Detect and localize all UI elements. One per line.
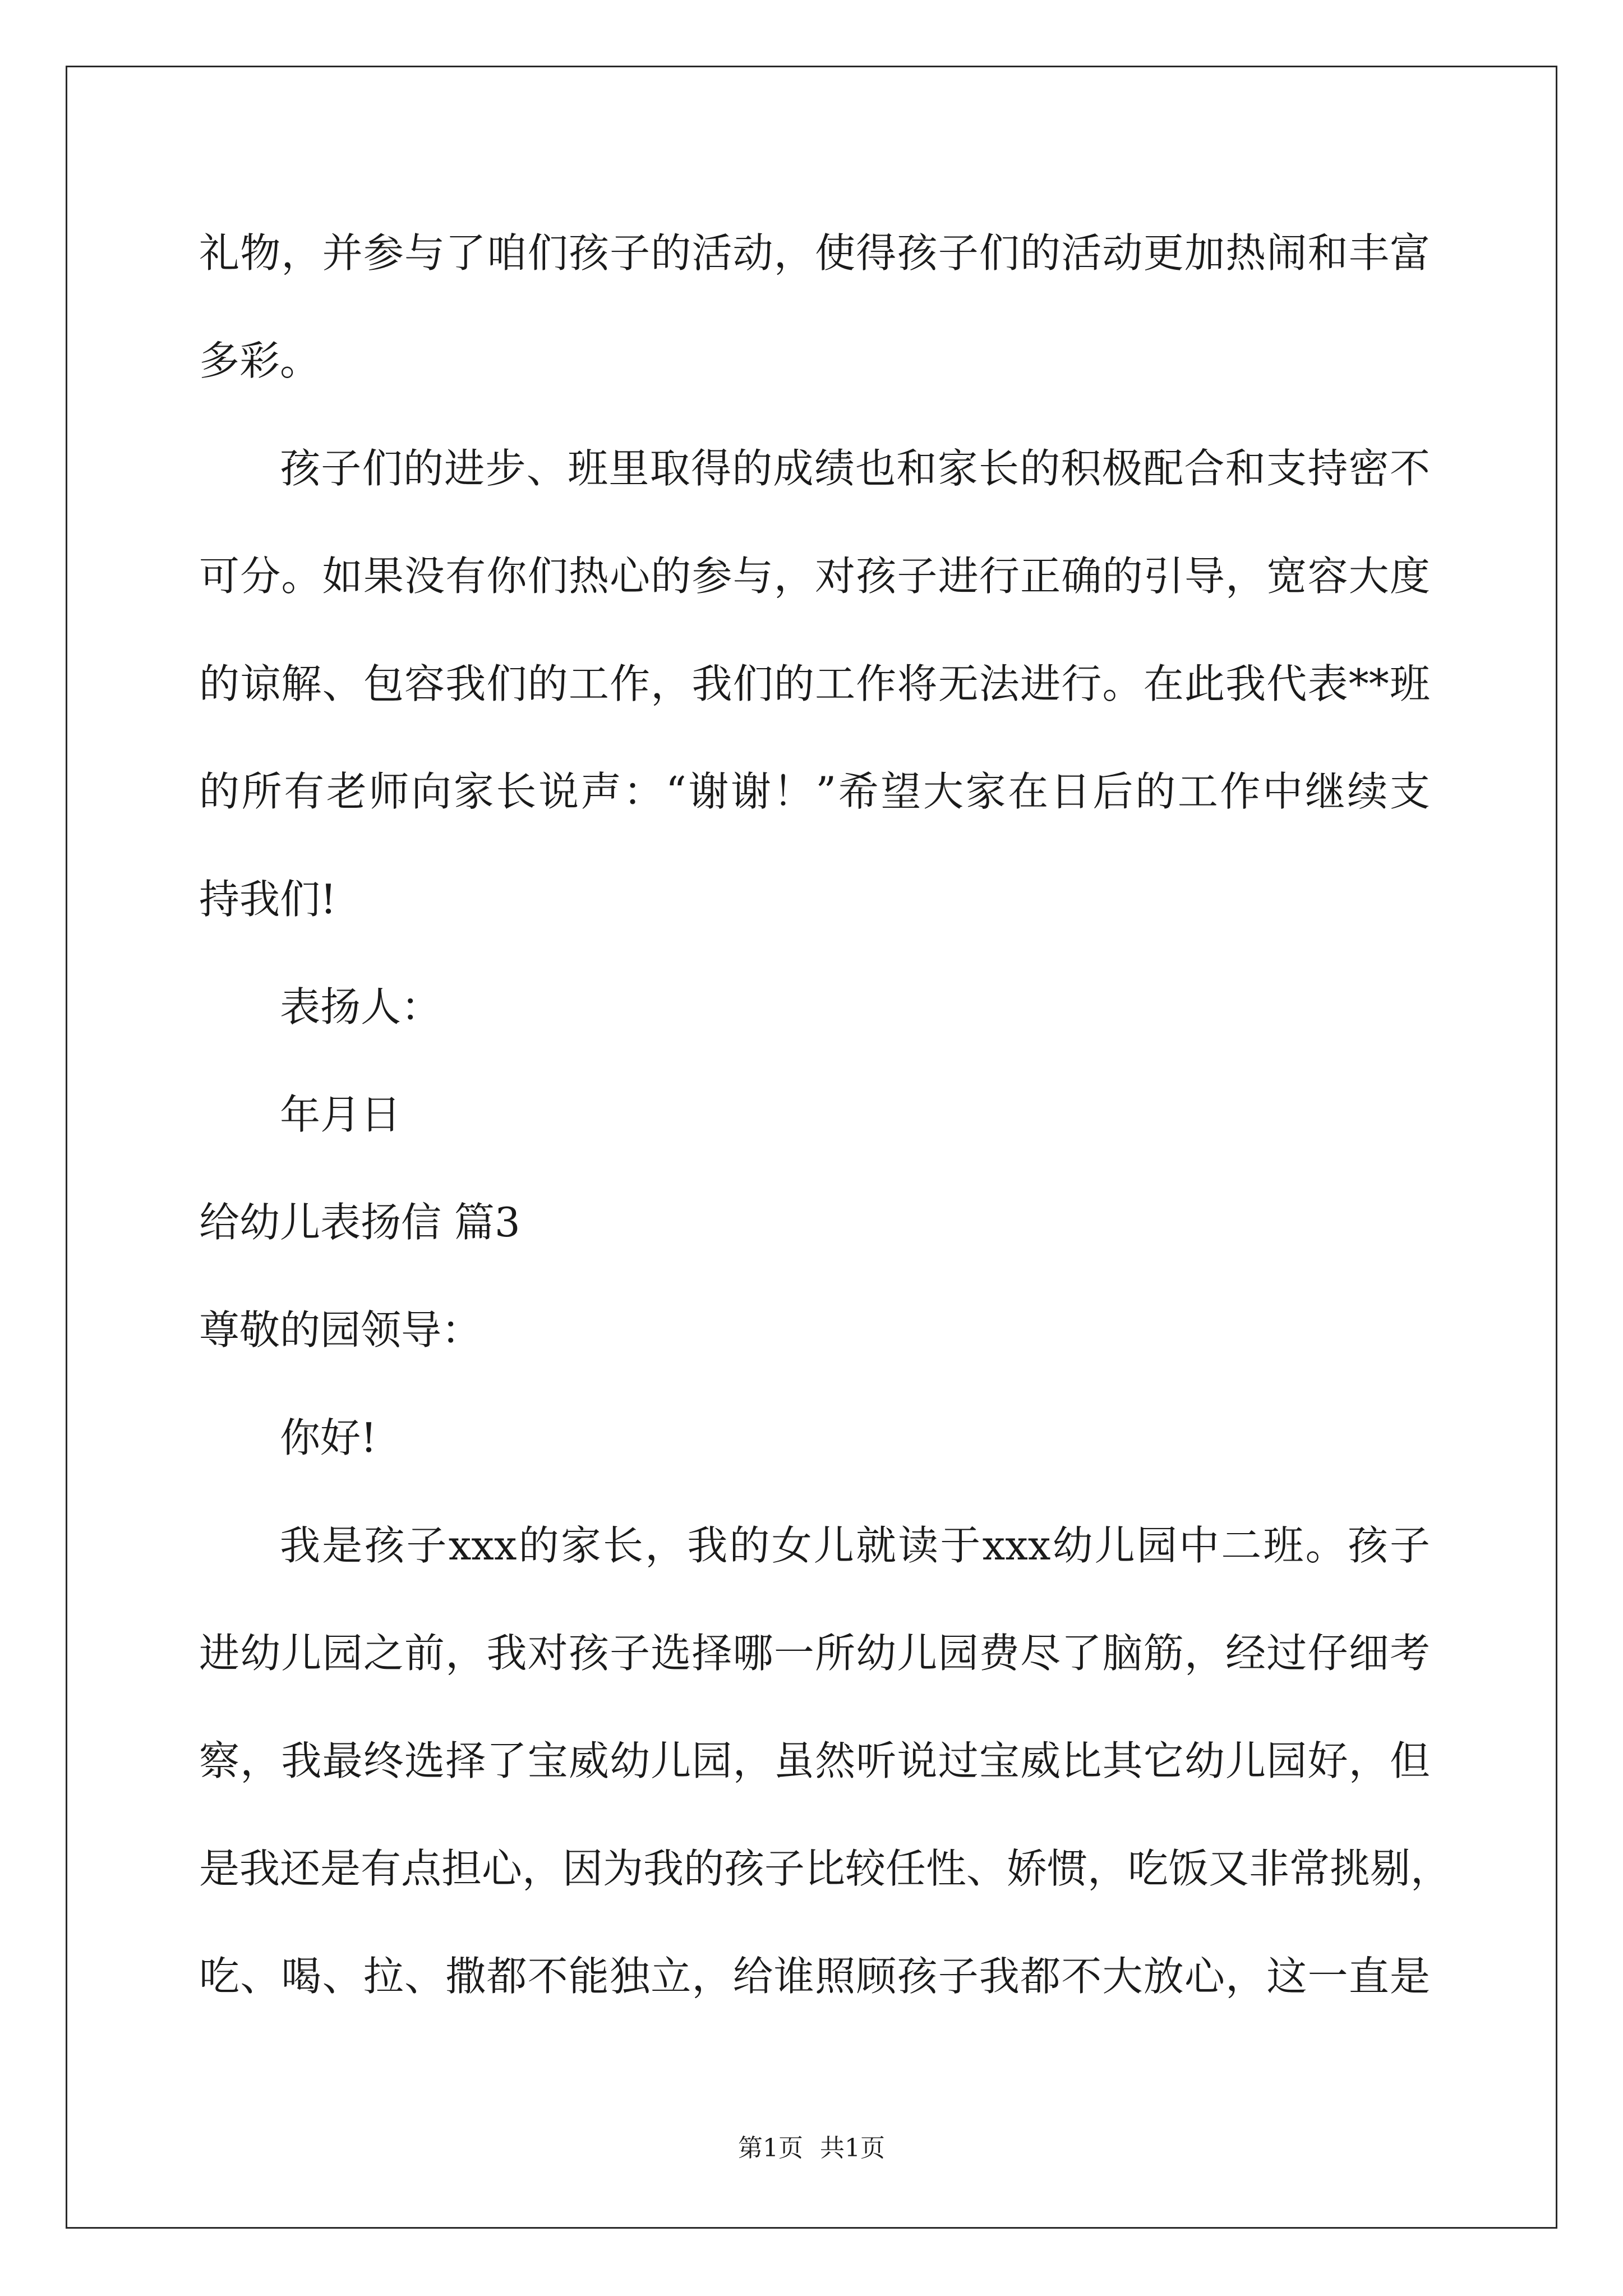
text-line: 持我们!: [199, 876, 336, 923]
text-line: 孩子们的进步、班里取得的成绩也和家长的积极配合和支持密不: [280, 445, 1430, 492]
text-line: 进幼儿园之前，我对孩子选择哪一所幼儿园费尽了脑筋，经过仔细考: [199, 1630, 1430, 1677]
signer-label: 表扬人：: [280, 983, 442, 1030]
text-line: 可分。如果没有你们热心的参与，对孩子进行正确的引导，宽容大度: [199, 553, 1430, 600]
date-line: 年月日: [280, 1091, 402, 1138]
page-total: 共1页: [820, 2134, 885, 2162]
text-line: 多彩。: [199, 337, 321, 384]
text-line: 礼物，并参与了咱们孩子的活动，使得孩子们的活动更加热闹和丰富: [199, 229, 1430, 277]
text-line: 察，我最终选择了宝威幼儿园，虽然听说过宝威比其它幼儿园好，但: [199, 1737, 1430, 1784]
text-line: 吃、喝、拉、撒都不能独立，给谁照顾孩子我都不大放心，这一直是: [199, 1953, 1430, 2000]
greeting: 你好!: [280, 1414, 377, 1461]
text-line: 的谅解、包容我们的工作，我们的工作将无法进行。在此我代表**班: [199, 660, 1430, 707]
document-body: [199, 199, 1451, 2030]
section-heading: 给幼儿表扬信 篇3: [199, 1199, 520, 1246]
salutation: 尊敬的园领导：: [199, 1306, 482, 1354]
page-footer: [0, 2132, 1623, 2165]
text-line: 的所有老师向家长说声：“谢谢！”希望大家在日后的工作中继续支: [199, 768, 1430, 815]
page-number: 第1页: [738, 2134, 803, 2162]
text-line: 是我还是有点担心，因为我的孩子比较任性、娇惯，吃饭又非常挑剔，: [199, 1845, 1451, 1892]
text-line: 我是孩子xxx的家长，我的女儿就读于xxx幼儿园中二班。孩子: [280, 1522, 1430, 1569]
